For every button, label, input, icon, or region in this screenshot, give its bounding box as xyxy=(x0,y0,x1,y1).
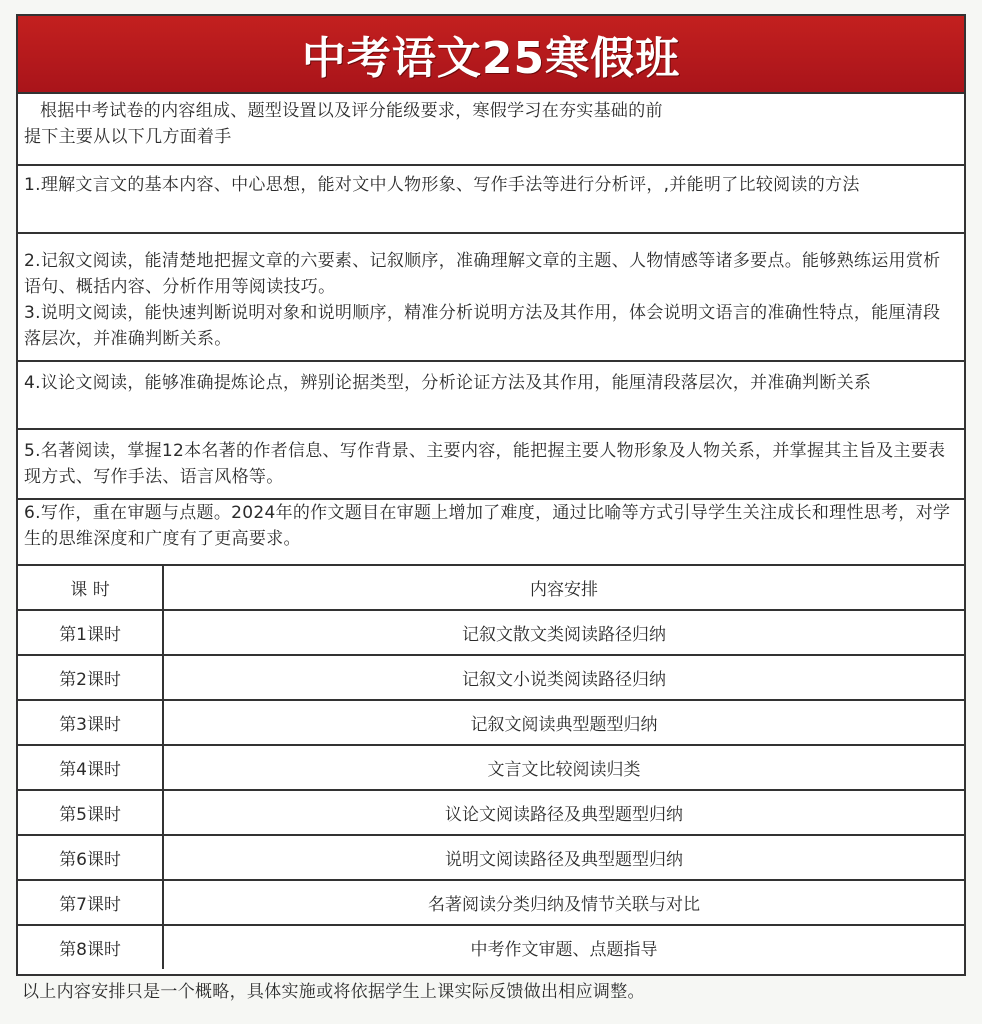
content-cell: 记叙文阅读典型题型归纳 xyxy=(163,700,964,745)
session-cell: 第5课时 xyxy=(18,790,163,835)
session-cell: 第4课时 xyxy=(18,745,163,790)
table-row xyxy=(18,700,964,745)
session-cell: 第1课时 xyxy=(18,610,163,655)
session-cell: 第8课时 xyxy=(18,925,163,969)
intro-line-1: 根据中考试卷的内容组成、题型设置以及评分能级要求，寒假学习在夯实基础的前 xyxy=(40,101,663,121)
item-block-4 xyxy=(18,362,964,430)
item-narrative-reading: 2.记叙文阅读，能清楚地把握文章的六要素、记叙顺序，准确理解文章的主题、人物情感等诸多要点。能够熟练运用赏析语句、概括内容、分析作用等阅读技巧。 xyxy=(24,251,941,297)
item-block-6 xyxy=(18,500,964,564)
content-cell: 议论文阅读路径及典型题型归纳 xyxy=(163,790,964,835)
session-cell: 第3课时 xyxy=(18,700,163,745)
table-row xyxy=(18,655,964,700)
content-cell: 名著阅读分类归纳及情节关联与对比 xyxy=(163,880,964,925)
table-row xyxy=(18,745,964,790)
session-cell: 第7课时 xyxy=(18,880,163,925)
schedule-header-row xyxy=(18,565,964,610)
session-cell: 第6课时 xyxy=(18,835,163,880)
item-argumentative-reading: 4.议论文阅读，能够准确提炼论点，辨别论据类型，分析论证方法及其作用，能厘清段落层次，并准确判断关系 xyxy=(24,373,872,393)
content-cell: 记叙文散文类阅读路径归纳 xyxy=(163,610,964,655)
item-classical-chinese: 1.理解文言文的基本内容、中心思想，能对文中人物形象、写作手法等进行分析评，,并能明了比较阅读的方法 xyxy=(24,175,860,195)
title-banner xyxy=(18,16,964,94)
content-cell: 文言文比较阅读归类 xyxy=(163,745,964,790)
session-cell: 第2课时 xyxy=(18,655,163,700)
table-row xyxy=(18,835,964,880)
intro-line-2: 提下主要从以下几方面着手 xyxy=(24,127,232,147)
schedule-table xyxy=(18,564,964,969)
item-writing: 6.写作，重在审题与点题。2024年的作文题目在审题上增加了难度，通过比喻等方式引导学生关注成长和理性思考，对学生的思维深度和广度有了更高要求。 xyxy=(24,503,951,549)
item-block-1 xyxy=(18,166,964,234)
page-title: 中考语文25寒假班 xyxy=(301,33,681,84)
header-session: 课 时 xyxy=(18,565,163,610)
footer-note: 以上内容安排只是一个概略，具体实施或将依据学生上课实际反馈做出相应调整。 xyxy=(22,982,645,1002)
content-cell: 说明文阅读路径及典型题型归纳 xyxy=(163,835,964,880)
item-block-5 xyxy=(18,430,964,500)
course-table-frame xyxy=(16,14,966,976)
item-expository-reading: 3.说明文阅读，能快速判断说明对象和说明顺序，精准分析说明方法及其作用，体会说明文语言的准确性特点，能厘清段落层次，并准确判断关系。 xyxy=(24,303,941,349)
table-row xyxy=(18,610,964,655)
table-row xyxy=(18,925,964,969)
content-cell: 记叙文小说类阅读路径归纳 xyxy=(163,655,964,700)
table-row xyxy=(18,880,964,925)
item-classics-reading: 5.名著阅读，掌握12本名著的作者信息、写作背景、主要内容，能把握主要人物形象及人物关系，并掌握其主旨及主要表现方式、写作手法、语言风格等。 xyxy=(24,441,946,487)
table-row xyxy=(18,790,964,835)
item-block-2 xyxy=(18,234,964,362)
intro-block xyxy=(18,94,964,166)
header-content: 内容安排 xyxy=(163,565,964,610)
content-cell: 中考作文审题、点题指导 xyxy=(163,925,964,969)
